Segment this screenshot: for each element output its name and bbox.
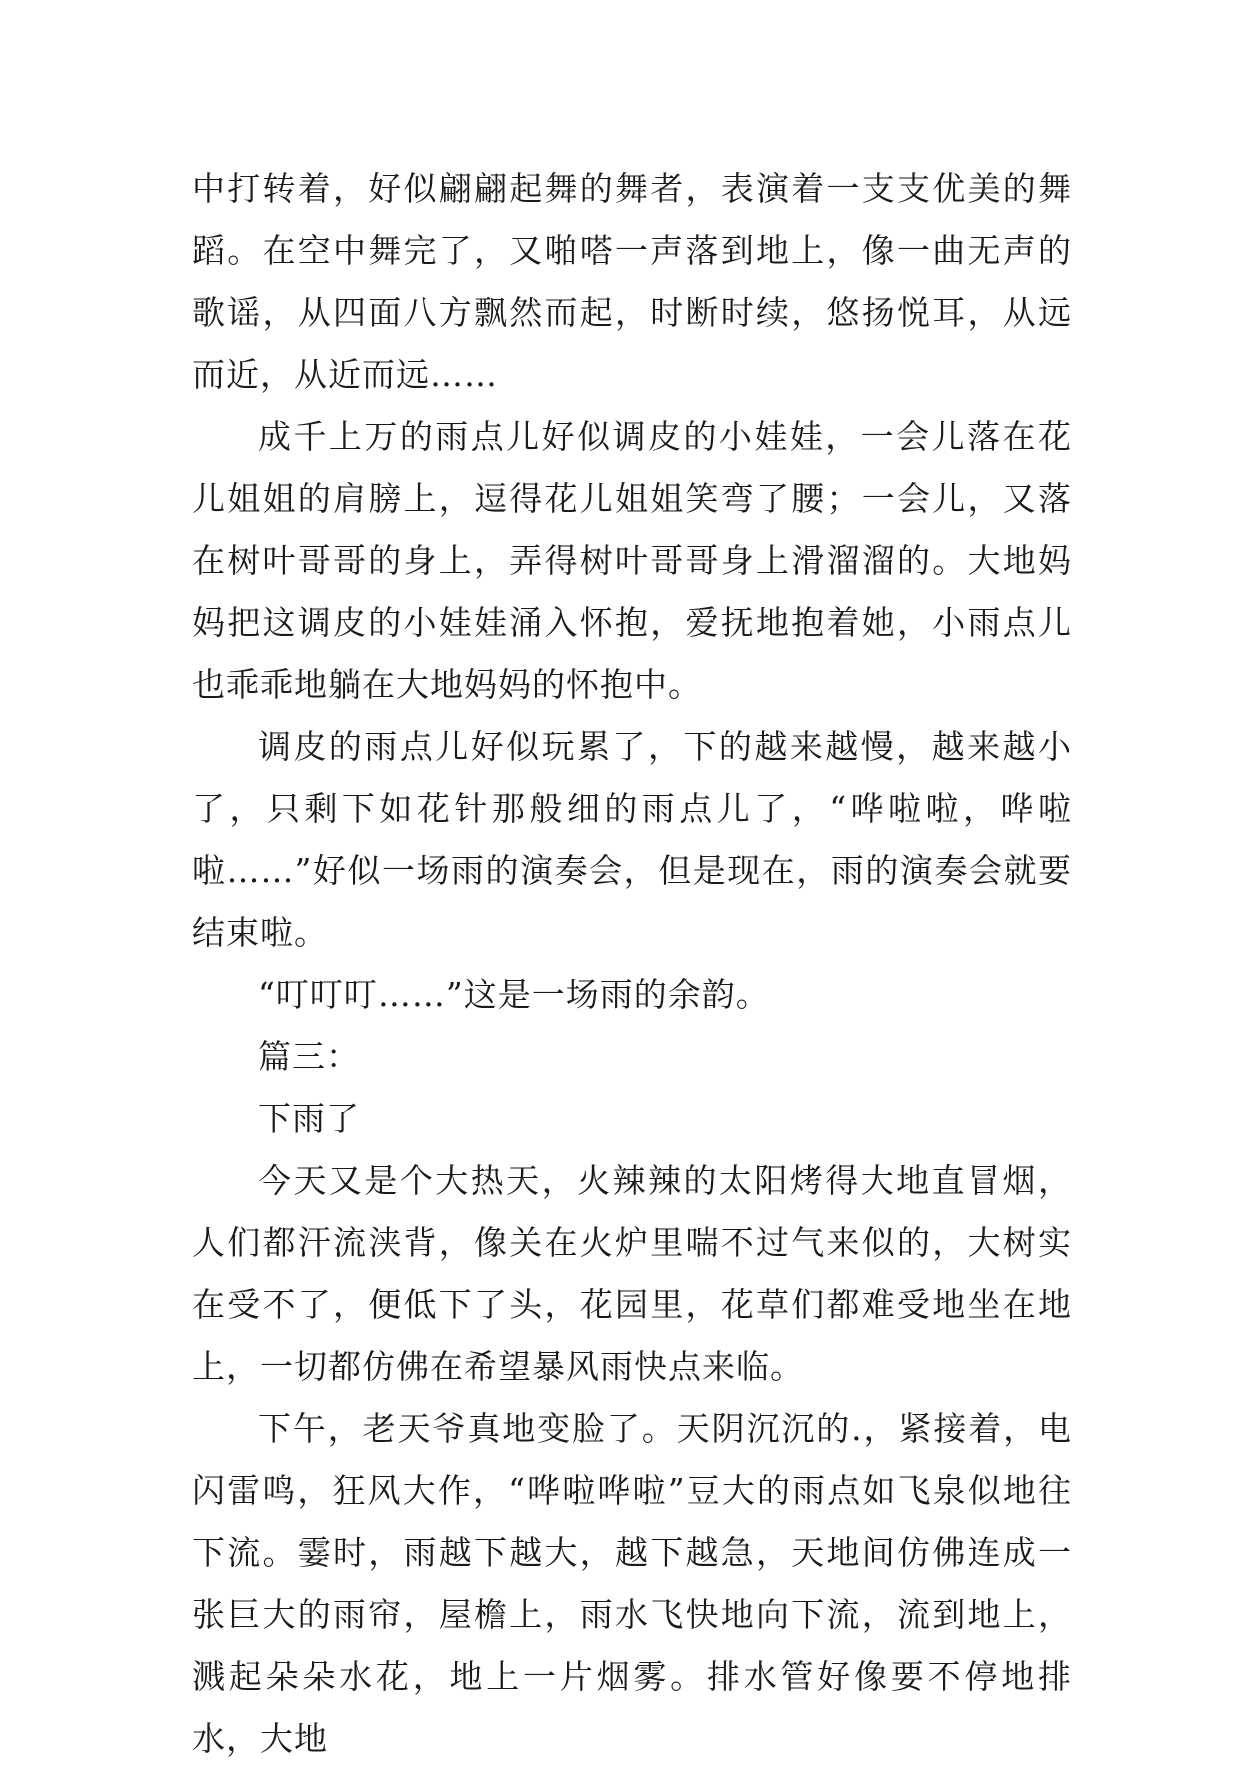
paragraph: 成千上万的雨点儿好似调皮的小娃娃，一会儿落在花儿姐姐的肩膀上，逗得花儿姐姐笑弯了腰；一会儿，又落在树叶哥哥的身上，弄得树叶哥哥身上滑溜溜的。大地妈妈把这调皮的小娃娃涌入怀抱，爱抚地抱着她，小雨点儿也乖乖地躺在大地妈妈的怀抱中。 xyxy=(192,417,1072,704)
essay-title: 下雨了 xyxy=(258,1099,360,1138)
section-heading: 篇三： xyxy=(258,1037,360,1076)
paragraph: 调皮的雨点儿好似玩累了，下的越来越慢，越来越小了，只剩下如花针那般细的雨点儿了，“哗啦啦，哗啦啦……”好似一场雨的演奏会，但是现在，雨的演奏会就要结束啦。 xyxy=(192,727,1072,952)
paragraph: 下午，老天爷真地变脸了。天阴沉沉的.，紧接着，电闪雷鸣，狂风大作，“哗啦哗啦”豆大的雨点如飞泉似地往下流。霎时，雨越下越大，越下越急，天地间仿佛连成一张巨大的雨帘，屋檐上，雨水飞快地向下流，流到地上，溅起朵朵水花，地上一片烟雾。排水管好像要不停地排水，大地 xyxy=(192,1409,1072,1758)
paragraph: “叮叮叮……”这是一场雨的余韵。 xyxy=(258,975,770,1014)
document-body xyxy=(192,158,1072,1770)
paragraph: 中打转着，好似翩翩起舞的舞者，表演着一支支优美的舞蹈。在空中舞完了，又啪嗒一声落到地上，像一曲无声的歌谣，从四面八方飘然而起，时断时续，悠扬悦耳，从远而近，从近而远…… xyxy=(192,169,1072,394)
paragraph: 今天又是个大热天，火辣辣的太阳烤得大地直冒烟，人们都汗流浃背，像关在火炉里喘不过气来似的，大树实在受不了，便低下了头，花园里，花草们都难受地坐在地上，一切都仿佛在希望暴风雨快点来临。 xyxy=(192,1161,1072,1386)
